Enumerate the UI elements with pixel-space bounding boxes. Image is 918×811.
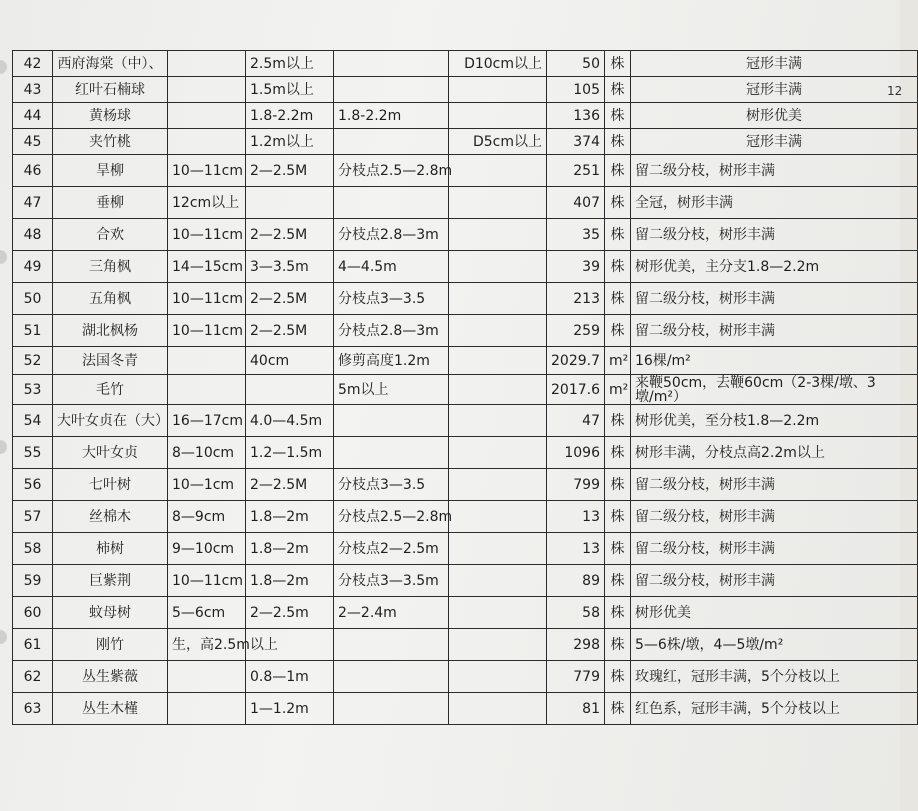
cell-no: 44 <box>13 103 53 129</box>
cell-no: 54 <box>13 405 53 437</box>
table-row <box>13 155 918 187</box>
cell-dia <box>168 129 246 155</box>
table-row <box>13 693 918 725</box>
cell-unit: 株 <box>605 103 631 129</box>
cell-name: 红叶石楠球 <box>53 77 168 103</box>
cell-extra: D5cm以上 <box>449 129 547 155</box>
cell-name: 夹竹桃 <box>53 129 168 155</box>
cell-branch <box>334 187 449 219</box>
cell-extra <box>449 405 547 437</box>
binder-hole <box>0 440 7 454</box>
cell-dia <box>168 375 246 405</box>
cell-height: 2—2.5M <box>246 155 334 187</box>
cell-dia: 10—11cm <box>168 565 246 597</box>
table-row <box>13 103 918 129</box>
table-row <box>13 51 918 77</box>
cell-no: 58 <box>13 533 53 565</box>
table-row <box>13 251 918 283</box>
cell-qty: 259 <box>547 315 605 347</box>
cell-name: 柿树 <box>53 533 168 565</box>
cell-qty: 213 <box>547 283 605 315</box>
table-row <box>13 375 918 405</box>
cell-qty: 39 <box>547 251 605 283</box>
cell-unit: 株 <box>605 251 631 283</box>
cell-name: 毛竹 <box>53 375 168 405</box>
cell-extra <box>449 501 547 533</box>
cell-name: 湖北枫杨 <box>53 315 168 347</box>
cell-name: 旱柳 <box>53 155 168 187</box>
cell-qty: 1096 <box>547 437 605 469</box>
cell-note: 留二级分枝，树形丰满 <box>631 565 918 597</box>
table-body <box>13 51 918 725</box>
binder-hole <box>0 250 7 264</box>
cell-unit: 株 <box>605 533 631 565</box>
cell-dia: 10—11cm <box>168 283 246 315</box>
cell-note: 留二级分枝，树形丰满 <box>631 283 918 315</box>
table-row <box>13 283 918 315</box>
cell-branch: 分枝点2.8—3m <box>334 219 449 251</box>
cell-unit: 株 <box>605 405 631 437</box>
cell-branch: 分枝点2.8—3m <box>334 315 449 347</box>
cell-unit: 株 <box>605 129 631 155</box>
cell-branch <box>334 661 449 693</box>
cell-name: 丝棉木 <box>53 501 168 533</box>
cell-note: 冠形丰满 <box>631 51 918 77</box>
cell-extra: D10cm以上 <box>449 51 547 77</box>
cell-height: 4.0—4.5m <box>246 405 334 437</box>
cell-unit: 株 <box>605 469 631 501</box>
cell-name: 合欢 <box>53 219 168 251</box>
cell-dia: 16—17cm <box>168 405 246 437</box>
cell-no: 42 <box>13 51 53 77</box>
cell-name: 垂柳 <box>53 187 168 219</box>
table-row <box>13 347 918 375</box>
cell-extra <box>449 629 547 661</box>
cell-extra <box>449 661 547 693</box>
cell-note: 留二级分枝，树形丰满 <box>631 315 918 347</box>
cell-qty: 136 <box>547 103 605 129</box>
table-row <box>13 437 918 469</box>
cell-extra <box>449 469 547 501</box>
cell-note: 树形优美 <box>631 103 918 129</box>
cell-branch: 1.8-2.2m <box>334 103 449 129</box>
cell-no: 48 <box>13 219 53 251</box>
cell-height: 2.5m以上 <box>246 51 334 77</box>
table-row <box>13 597 918 629</box>
cell-qty: 47 <box>547 405 605 437</box>
cell-no: 63 <box>13 693 53 725</box>
cell-height: 1.2m以上 <box>246 129 334 155</box>
cell-no: 59 <box>13 565 53 597</box>
cell-branch <box>334 77 449 103</box>
cell-note: 留二级分枝，树形丰满 <box>631 469 918 501</box>
cell-branch <box>334 693 449 725</box>
cell-dia: 10—1cm <box>168 469 246 501</box>
cell-qty: 50 <box>547 51 605 77</box>
cell-extra <box>449 219 547 251</box>
cell-dia: 8—9cm <box>168 501 246 533</box>
cell-qty: 251 <box>547 155 605 187</box>
cell-unit: 株 <box>605 51 631 77</box>
cell-no: 43 <box>13 77 53 103</box>
cell-qty: 13 <box>547 533 605 565</box>
cell-note: 5—6株/墩，4—5墩/m² <box>631 629 918 661</box>
cell-name: 西府海棠（中）、 <box>53 51 168 77</box>
cell-dia <box>168 661 246 693</box>
cell-no: 61 <box>13 629 53 661</box>
cell-qty: 13 <box>547 501 605 533</box>
cell-dia: 10—11cm <box>168 155 246 187</box>
cell-height: 1.2—1.5m <box>246 437 334 469</box>
cell-no: 55 <box>13 437 53 469</box>
cell-extra <box>449 533 547 565</box>
cell-dia: 5—6cm <box>168 597 246 629</box>
cell-extra <box>449 375 547 405</box>
cell-branch <box>334 129 449 155</box>
cell-extra <box>449 347 547 375</box>
cell-no: 45 <box>13 129 53 155</box>
cell-note: 冠形丰满 <box>631 77 918 103</box>
cell-dia: 8—10cm <box>168 437 246 469</box>
cell-dia: 10—11cm <box>168 219 246 251</box>
table-row <box>13 405 918 437</box>
cell-branch <box>334 437 449 469</box>
cell-branch <box>334 51 449 77</box>
cell-unit: 株 <box>605 155 631 187</box>
cell-no: 50 <box>13 283 53 315</box>
cell-height: 1.8—2m <box>246 533 334 565</box>
table-row <box>13 187 918 219</box>
cell-unit: 株 <box>605 187 631 219</box>
cell-unit: 株 <box>605 219 631 251</box>
cell-note: 树形优美 <box>631 597 918 629</box>
cell-unit: 株 <box>605 315 631 347</box>
cell-qty: 298 <box>547 629 605 661</box>
cell-branch: 分枝点3—3.5 <box>334 283 449 315</box>
cell-qty: 407 <box>547 187 605 219</box>
cell-height <box>246 375 334 405</box>
cell-dia <box>168 347 246 375</box>
cell-branch <box>334 405 449 437</box>
cell-unit: 株 <box>605 77 631 103</box>
table-row <box>13 501 918 533</box>
cell-height: 1—1.2m <box>246 693 334 725</box>
cell-height: 2—2.5M <box>246 283 334 315</box>
cell-qty: 374 <box>547 129 605 155</box>
cell-height: 2—2.5m <box>246 597 334 629</box>
cell-unit: 株 <box>605 501 631 533</box>
cell-height: 1.5m以上 <box>246 77 334 103</box>
cell-height: 3—3.5m <box>246 251 334 283</box>
cell-no: 51 <box>13 315 53 347</box>
cell-height: 1.8—2m <box>246 565 334 597</box>
cell-extra <box>449 251 547 283</box>
cell-height: 40cm <box>246 347 334 375</box>
cell-extra <box>449 565 547 597</box>
cell-extra <box>449 315 547 347</box>
cell-branch: 分枝点3—3.5 <box>334 469 449 501</box>
cell-extra <box>449 103 547 129</box>
cell-height: 2—2.5M <box>246 469 334 501</box>
cell-unit: 株 <box>605 597 631 629</box>
table-row <box>13 565 918 597</box>
cell-no: 46 <box>13 155 53 187</box>
cell-qty: 2017.6 <box>547 375 605 405</box>
cell-dia: 9—10cm <box>168 533 246 565</box>
table-row <box>13 661 918 693</box>
cell-qty: 81 <box>547 693 605 725</box>
cell-no: 53 <box>13 375 53 405</box>
cell-note: 树形优美，至分枝1.8—2.2m <box>631 405 918 437</box>
cell-note: 来鞭50cm，去鞭60cm（2-3棵/墩、3墩/m²） <box>631 375 918 405</box>
cell-branch: 分枝点2—2.5m <box>334 533 449 565</box>
cell-note: 全冠，树形丰满 <box>631 187 918 219</box>
cell-name: 丛生木槿 <box>53 693 168 725</box>
cell-dia <box>168 51 246 77</box>
cell-note: 16棵/m² <box>631 347 918 375</box>
cell-note: 留二级分枝，树形丰满 <box>631 219 918 251</box>
cell-extra <box>449 597 547 629</box>
cell-dia: 14—15cm <box>168 251 246 283</box>
cell-unit: 株 <box>605 693 631 725</box>
cell-no: 49 <box>13 251 53 283</box>
edge-fragment-text: 12 <box>887 84 903 98</box>
cell-unit: 株 <box>605 661 631 693</box>
cell-branch: 5m以上 <box>334 375 449 405</box>
cell-qty: 779 <box>547 661 605 693</box>
cell-no: 60 <box>13 597 53 629</box>
cell-unit: 株 <box>605 565 631 597</box>
cell-note: 树形丰满，分枝点高2.2m以上 <box>631 437 918 469</box>
cell-height: 0.8—1m <box>246 661 334 693</box>
cell-qty: 105 <box>547 77 605 103</box>
cell-qty: 58 <box>547 597 605 629</box>
cell-qty: 35 <box>547 219 605 251</box>
cell-qty: 89 <box>547 565 605 597</box>
cell-branch: 分枝点2.5—2.8m <box>334 155 449 187</box>
cell-note: 留二级分枝，树形丰满 <box>631 533 918 565</box>
cell-extra <box>449 187 547 219</box>
cell-no: 52 <box>13 347 53 375</box>
cell-unit: 株 <box>605 629 631 661</box>
table-row <box>13 77 918 103</box>
cell-no: 47 <box>13 187 53 219</box>
cell-name: 五角枫 <box>53 283 168 315</box>
cell-no: 62 <box>13 661 53 693</box>
cell-qty: 2029.7 <box>547 347 605 375</box>
cell-name: 大叶女贞在（大） <box>53 405 168 437</box>
cell-dia <box>168 103 246 129</box>
cell-name: 大叶女贞 <box>53 437 168 469</box>
cell-dia: 12cm以上 <box>168 187 246 219</box>
cell-qty: 799 <box>547 469 605 501</box>
table-row <box>13 219 918 251</box>
cell-unit: m² <box>605 375 631 405</box>
plant-list-table <box>12 50 918 725</box>
cell-extra <box>449 437 547 469</box>
cell-note: 玫瑰红，冠形丰满，5个分枝以上 <box>631 661 918 693</box>
cell-dia <box>168 693 246 725</box>
cell-note: 留二级分枝，树形丰满 <box>631 155 918 187</box>
cell-name: 法国冬青 <box>53 347 168 375</box>
cell-branch <box>334 629 449 661</box>
cell-extra <box>449 155 547 187</box>
cell-unit: 株 <box>605 283 631 315</box>
cell-dia: 10—11cm <box>168 315 246 347</box>
cell-height: 1.8-2.2m <box>246 103 334 129</box>
cell-dia: 生，高2.5m以上 <box>168 629 246 661</box>
table-row <box>13 129 918 155</box>
binder-holes <box>0 0 10 811</box>
cell-height: 1.8—2m <box>246 501 334 533</box>
table-row <box>13 469 918 501</box>
cell-height: 2—2.5M <box>246 315 334 347</box>
cell-branch: 修剪高度1.2m <box>334 347 449 375</box>
cell-name: 七叶树 <box>53 469 168 501</box>
cell-unit: m² <box>605 347 631 375</box>
cell-extra <box>449 693 547 725</box>
cell-branch: 4—4.5m <box>334 251 449 283</box>
cell-no: 56 <box>13 469 53 501</box>
cell-note: 红色系，冠形丰满，5个分枝以上 <box>631 693 918 725</box>
binder-hole <box>0 630 7 644</box>
cell-extra <box>449 77 547 103</box>
cell-branch: 分枝点2.5—2.8m <box>334 501 449 533</box>
cell-name: 黄杨球 <box>53 103 168 129</box>
cell-branch: 分枝点3—3.5m <box>334 565 449 597</box>
cell-name: 三角枫 <box>53 251 168 283</box>
cell-dia <box>168 77 246 103</box>
binder-hole <box>0 60 7 74</box>
cell-branch: 2—2.4m <box>334 597 449 629</box>
cell-name: 巨紫荆 <box>53 565 168 597</box>
cell-unit: 株 <box>605 437 631 469</box>
table-row <box>13 533 918 565</box>
cell-name: 丛生紫薇 <box>53 661 168 693</box>
cell-extra <box>449 283 547 315</box>
cell-note: 冠形丰满 <box>631 129 918 155</box>
cell-no: 57 <box>13 501 53 533</box>
table-row <box>13 315 918 347</box>
cell-note: 留二级分枝，树形丰满 <box>631 501 918 533</box>
cell-height <box>246 187 334 219</box>
cell-name: 刚竹 <box>53 629 168 661</box>
cell-height: 2—2.5M <box>246 219 334 251</box>
cell-name: 蚊母树 <box>53 597 168 629</box>
cell-note: 树形优美，主分支1.8—2.2m <box>631 251 918 283</box>
table-row <box>13 629 918 661</box>
